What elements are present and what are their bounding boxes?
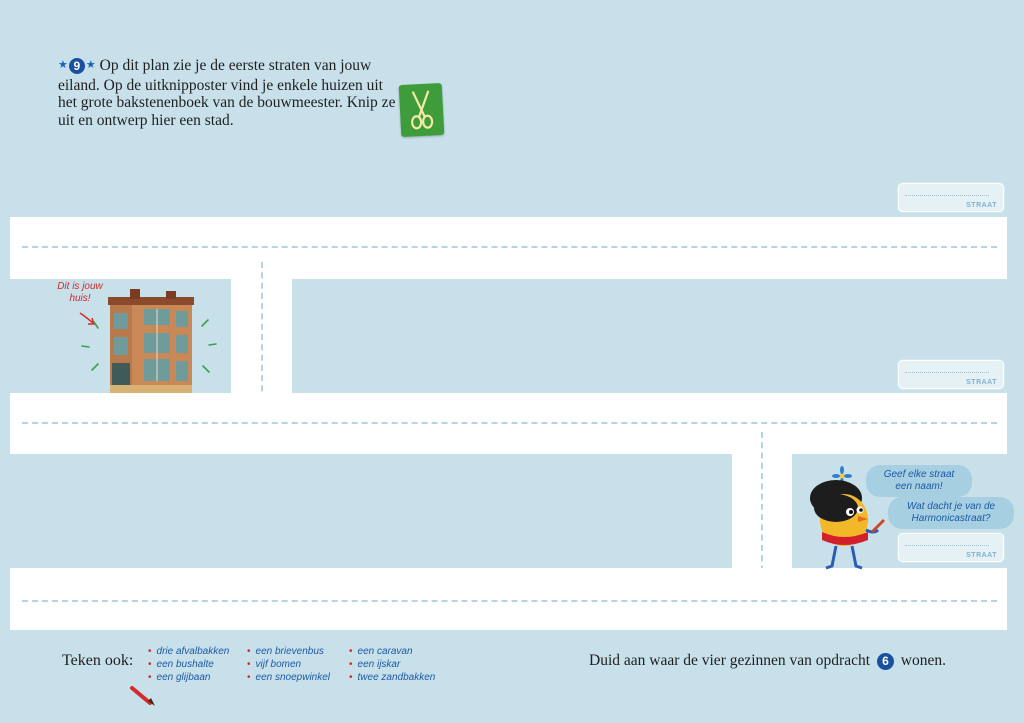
list-item: • een ijskar <box>349 658 435 671</box>
road-bottom-centerline <box>22 600 997 602</box>
list-item: • een glijbaan <box>148 671 229 684</box>
list-item: • een bushalte <box>148 658 229 671</box>
pencil-icon <box>128 685 158 707</box>
list-item: • drie afvalbakken <box>148 645 229 658</box>
speech-bubble-2: Wat dacht je van de Harmonicastraat? <box>888 497 1014 529</box>
road-middle-centerline <box>22 422 997 424</box>
draw-list-1 <box>148 645 229 684</box>
street-tag: STRAAT <box>966 552 997 559</box>
speech-bubble-1: Geef elke straat een naam! <box>866 465 972 497</box>
list-item: • vijf bomen <box>247 658 330 671</box>
draw-list-3 <box>349 645 435 684</box>
house-label: Dit is jouw huis! <box>57 281 103 304</box>
street-name-field-middle[interactable] <box>898 360 1004 389</box>
street-name-field-bottom[interactable] <box>898 533 1004 562</box>
draw-list-2 <box>247 645 330 684</box>
teken-ook-label: Teken ook: <box>62 652 134 669</box>
road-bottom <box>10 568 1007 630</box>
house-highlight-marks <box>72 312 232 392</box>
road-top-centerline <box>22 246 997 248</box>
list-item: • een snoepwinkel <box>247 671 330 684</box>
exercise-instruction <box>58 57 403 129</box>
star-icon: ★ <box>58 59 68 71</box>
list-item: • een brievenbus <box>247 645 330 658</box>
bottom-task-text-after: wonen. <box>900 652 946 669</box>
road-top <box>10 217 1007 279</box>
bottom-task <box>589 652 946 670</box>
exercise-text: Op dit plan zie je de eerste straten van jouw eiland. Op de uitknipposter vind je enkele huizen uit het grote bakstenenboek van de bouwmeester. Knip ze uit en ontwerp hier een stad. <box>58 57 396 129</box>
task-number-badge: 6 <box>877 653 894 670</box>
road-connector-left-centerline <box>261 262 263 412</box>
list-item: • twee zandbakken <box>349 671 435 684</box>
street-tag: STRAAT <box>966 202 997 209</box>
scissors-icon <box>399 83 445 137</box>
street-name-field-top[interactable] <box>898 183 1004 212</box>
list-item: • een caravan <box>349 645 435 658</box>
exercise-number-badge: 9 <box>69 58 85 74</box>
star-icon: ★ <box>85 59 96 71</box>
bottom-task-text-before: Duid aan waar de vier gezinnen van opdracht <box>589 652 871 669</box>
street-tag: STRAAT <box>966 379 997 386</box>
